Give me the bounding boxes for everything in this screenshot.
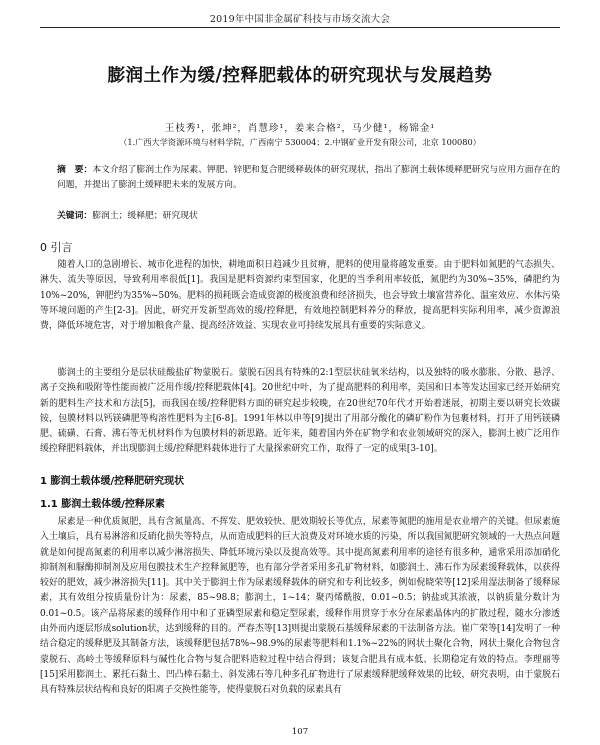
page-number: 107 (291, 727, 309, 737)
intro-paragraph-2: 膨润土的主要组分是层状硅酸盐矿物蒙脱石。蒙脱石因具有特殊的2:1型层状硅氧米结构，以及独特的吸水膨胀、分散、悬浮、离子交换和吸附等性能而被广泛用作缓/控释肥载体[4]。20世纪中叶，为了提高肥料的利用率，美国和日本等发达国家已经开始研究新的肥料生产技术和方法[5]，而我国在缓/控释肥料方面的研究起步较晚，在20世纪70年代才开始着迷展，初期主要以研究长效碳铵，包膜材料以钙镁磷肥等构溶性肥料为主[6-8]。1991年林以申等[9]提出了用部分酸化的磷矿粉作为包裹材料，打开了用钙镁磷肥、硫磺、石膏、沸石等无机材料作为包膜材料的新思路。近年来，随着国内外在矿物学和农业领域研究的深入，膨润土被广泛用作缓控释肥料载体，并出现膨润土缓/控释肥料载体进行了大量探索研究工作，取得了一定的成果[3-10]。 (40, 368, 560, 455)
keywords-label: 关键词： (57, 211, 93, 221)
header-rule (40, 27, 560, 28)
author-list: 王枝秀¹，张坤²，肖慧珍¹，姜来合格²，马少健¹，杨锦金¹ (164, 123, 436, 134)
section-heading-intro: 0 引言 (40, 241, 73, 254)
subsection-heading-1-1: 1.1 膨润土载体缓/控释尿素 (40, 499, 165, 510)
abstract-label: 摘 要： (57, 165, 93, 175)
intro-paragraph-1: 随着人口的急剧增长、城市化进程的加快，耕地面积日趋减少且贫瘠，肥料的使用量将越发重要。由于肥料如氮肥的气态损失、淋失、流失等原因，导致利用率很低[1]。我国是肥料资源约束型国家，化肥的当季利用率较低，氮肥约为30%~35%，磷肥约为10%~20%，钾肥约为35%~50%。肥料的损耗既会造成资源的极度浪费和经济损失，也会导致土壤富营养化、温室效应、水体污染等环境问题的产生[2-3]。因此，研究开发新型高效的缓/控释肥，有效地控制肥料养分的释放，提高肥料实际利用率，减少资源浪费，降低环境危害，对于增加粮食产量、提高经济效益、实现农业可持续发展具有重要的实际意义。 (40, 260, 560, 332)
abstract (57, 163, 560, 193)
paper-title: 膨润土作为缓/控释肥载体的研究现状与发展趋势 (107, 66, 493, 86)
keywords (57, 208, 560, 221)
section1-paragraph-1: 尿素是一种优质氮肥，具有含氮量高、不挥发、肥效较快、肥效期较长等优点，尿素等氮肥的施用是农业增产的关键。但尿素施入土壤后，具有易淋溶和反硝化损失等特点，从而造成肥料的巨大浪费及对环境水质的污染，所以我国氮肥研究领域的一大热点问题就是如何提高氮素的利用率以减少淋溶损失、降低环境污染以及提高效等。其中提高氮素利用率的途径有很多种，通常采用添加硝化抑制剂和脲酶抑制剂及应用包膜技术生产控释氮肥等，也有部分学者采用多孔矿物材料，如膨润土、沸石作为尿素缓释载体，以获得较好的肥效，减少淋溶损失[11]。其中关于膨润土作为尿素缓释载体的研究和专利比较多，例如倪晓荣等[12]采用湿法制备了缓释尿素，其有效组分按质量份计为：尿素，85~98.8；膨润土，1~14；聚丙烯酰胺，0.01~0.5；钠盐或其浓液，以钠质量分数计为0.01~0.5。该产品将尿素的缓释作用中和了亚磷型尿素和稳定型尿素，缓释作用贯穿于水分在尿素晶体内的扩散过程，随水分渗透由外而内逐层形成solution状，达到缓释的目的。严春杰等[13]则提出蒙脱石基缓释尿素的干法制备方法。崔广荣等[14]发明了一种结合稳定的缓释肥及其制备方法，该缓释肥包括78%~98.9%的尿素等肥料和1.1%~22%的网状土聚化合物，网状土聚化合物包含蒙脱石、高岭土等缓释原料与碱性化合物与复合肥料造粒过程中结合得到；该复合肥具有成本低、长期稳定有效的特点。李理丽等[15]采用膨润土、累托石黏土、凹凸棒石黏土、斜发沸石等几种多孔矿物进行了尿素缓释肥缓释效果的比较，研究表明，由于蒙脱石具有特殊层状结构和良好的阳离子交换性能等，使得蒙脱石对负载的尿素具有 (40, 517, 560, 696)
running-header: 2019年中国非金属矿科技与市场交流大会 (209, 14, 391, 25)
section-heading-1: 1 膨润土载体缓/控释肥研究现状 (40, 476, 185, 487)
affiliation: （1.广西大学资源环境与材料学院，广西南宁 530004；2.中钢矿业开发有限公司，北京 100080） (119, 137, 481, 147)
abstract-text: 本文介绍了膨润土作为尿素、钾肥、锌肥和复合肥缓释载体的研究现状，指出了膨润土载体缓释肥研究与应用方面存在的问题，并提出了膨润土缓释肥未来的发展方向。 (57, 165, 560, 190)
keywords-text: 膨润土；缓释肥；研究现状 (92, 211, 198, 221)
